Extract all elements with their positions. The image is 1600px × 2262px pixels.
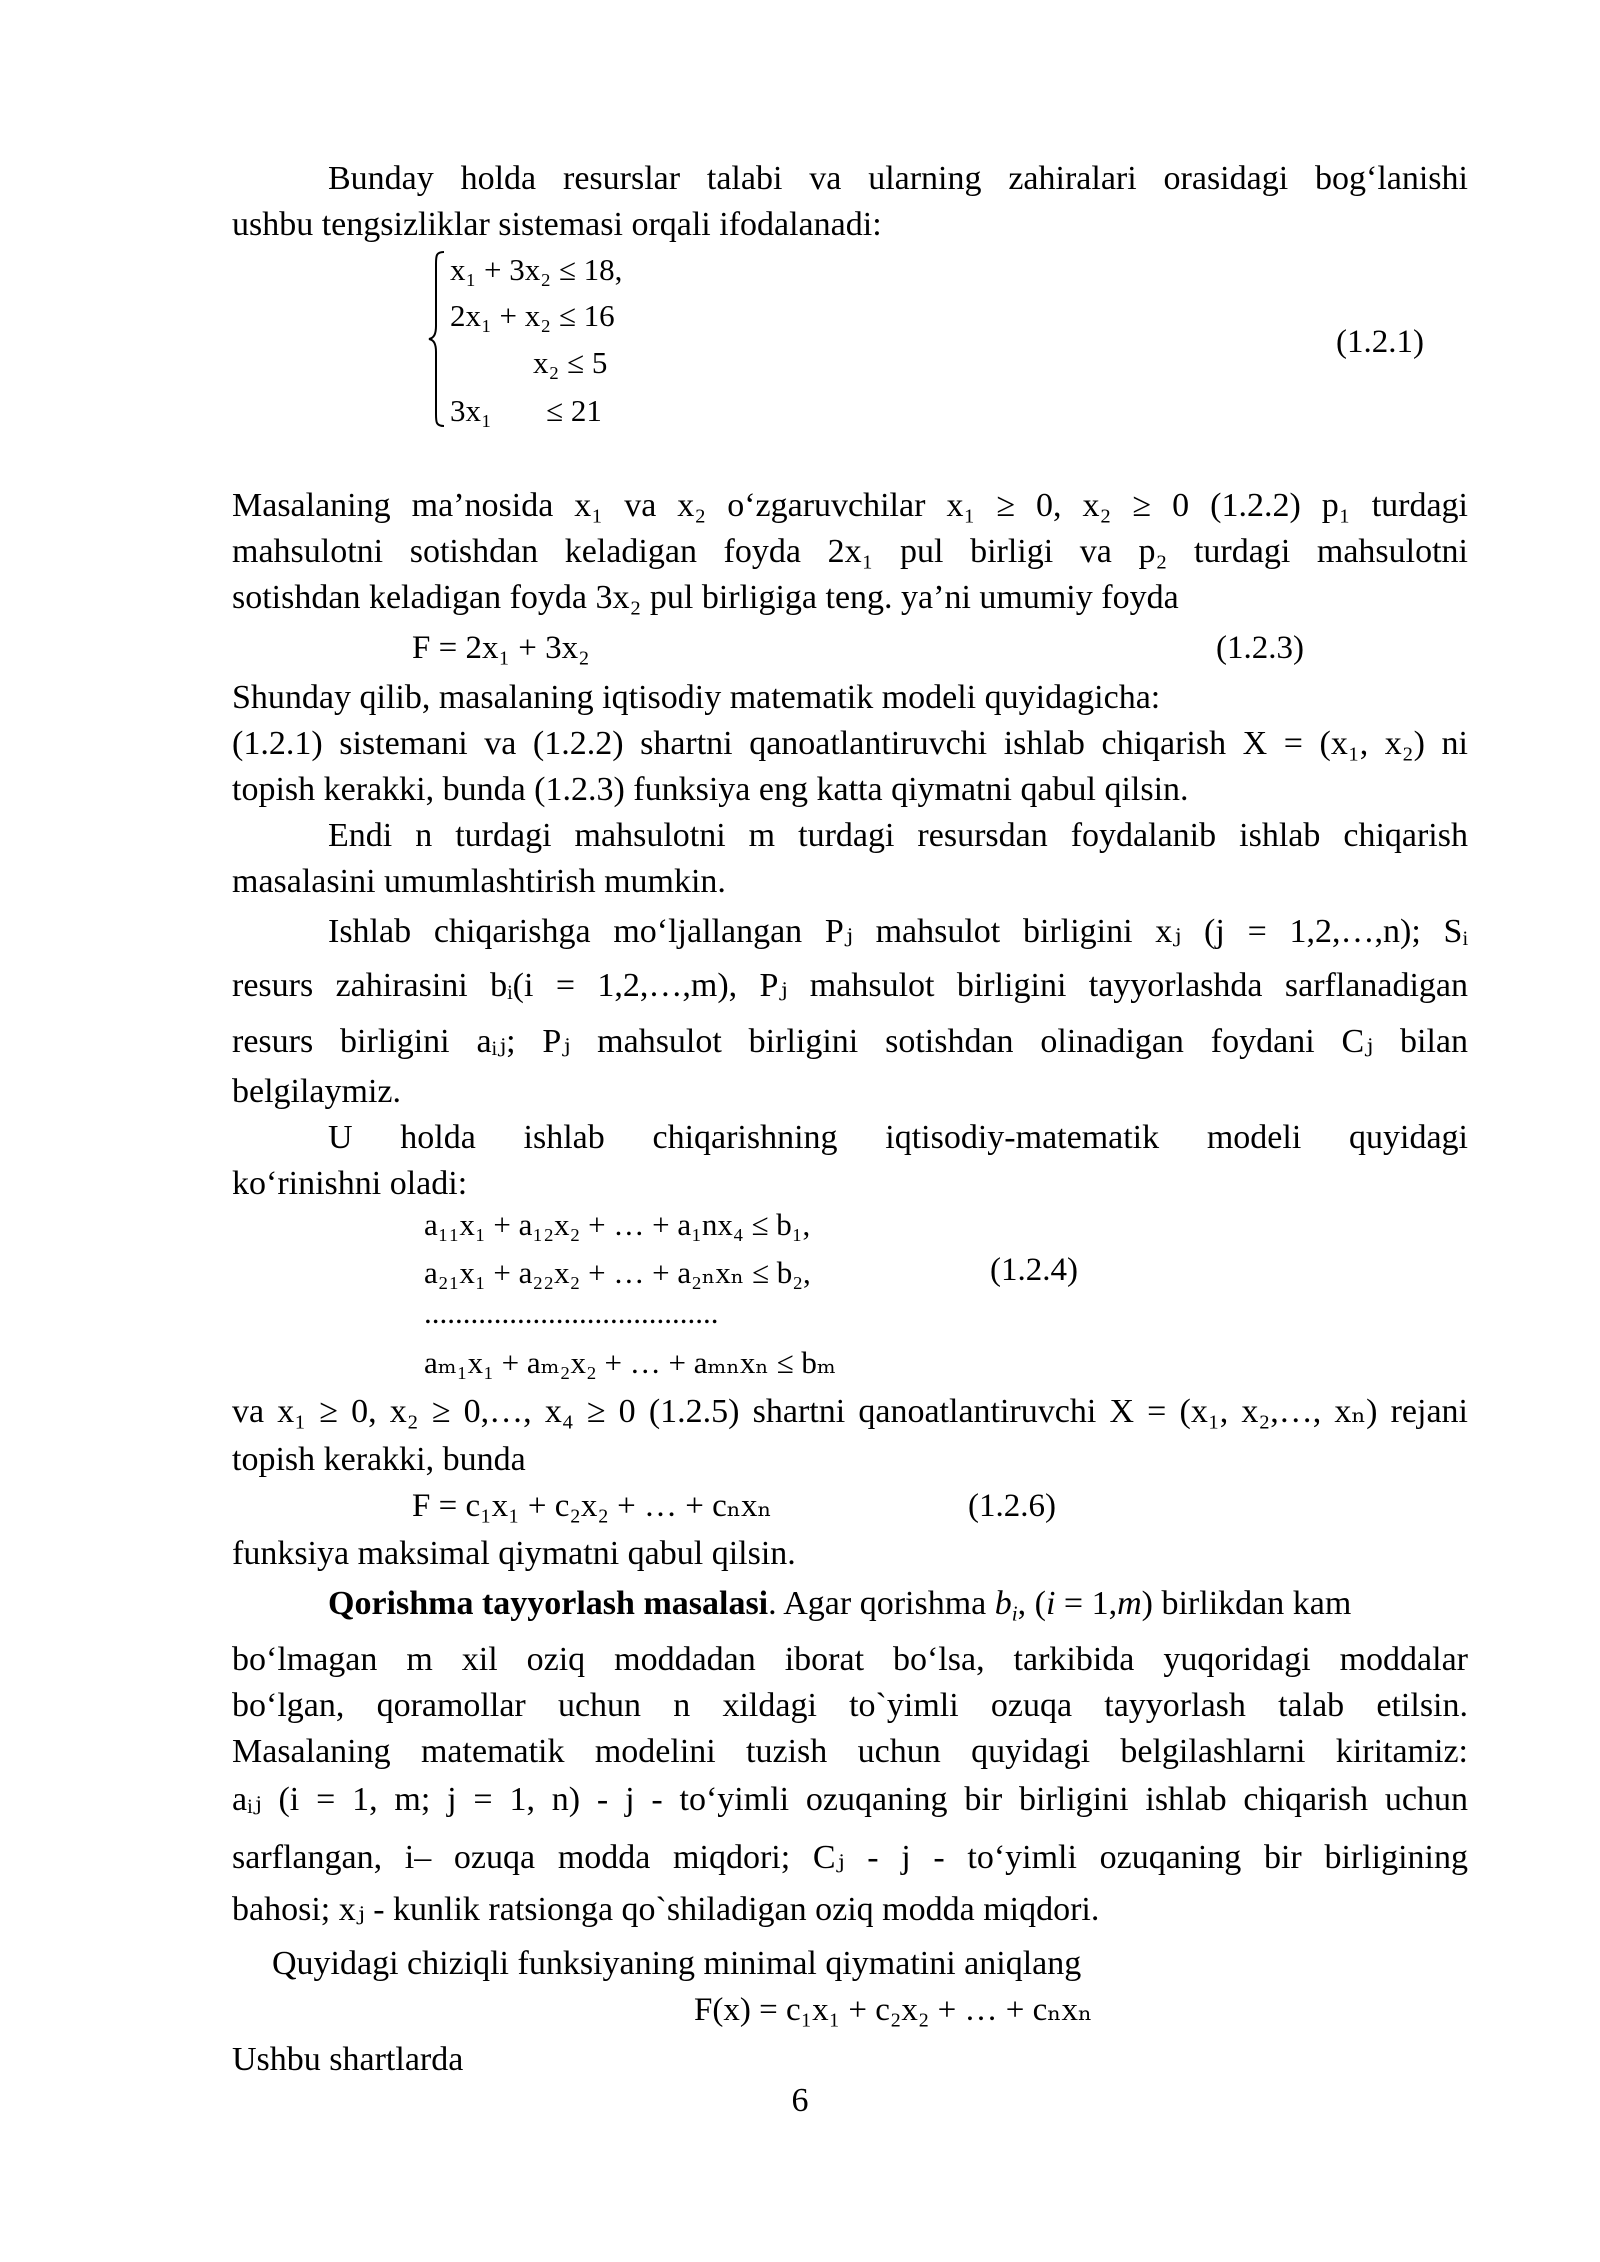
system-equation-row: x₂ ≤ 5	[533, 345, 608, 380]
paragraph-line: va x₁ ≥ 0, x₂ ≥ 0,…, x₄ ≥ 0 (1.2.5) shartni qanoatlantiruvchi X = (x₁, x₂,…, xₙ) rejani	[232, 1393, 1468, 1430]
page-number: 6	[791, 2082, 809, 2119]
paragraph-line: Ushbu shartlarda	[232, 2041, 464, 2078]
paragraph-line: resurs birligini aᵢⱼ; Pⱼ mahsulot birligini sotishdan olinadigan foydani Cⱼ bilan	[232, 1023, 1468, 1060]
equation: F = c₁x₁ + c₂x₂ + … + cₙxₙ	[412, 1488, 772, 1524]
paragraph-line: ushbu tengsizliklar sistemasi orqali ifodalanadi:	[232, 206, 882, 243]
equation: F(x) = c₁x₁ + c₂x₂ + … + cₙxₙ	[694, 1992, 1093, 2028]
equation: F = 2x₁ + 3x₂	[412, 630, 590, 666]
paragraph-line: bahosi; xⱼ - kunlik ratsionga qo`shiladigan oziq modda miqdori.	[232, 1891, 1100, 1928]
paragraph-line: aᵢⱼ (i = 1, m; j = 1, n) - j - to‘yimli ozuqaning bir birligini ishlab chiqarish uchun	[232, 1781, 1468, 1818]
system-equation-row: x₁ + 3x₂ ≤ 18,	[450, 252, 623, 287]
paragraph-line: bo‘lgan, qoramollar uchun n xildagi to`yimli ozuqa tayyorlash talab etilsin.	[232, 1687, 1468, 1724]
system-equation-row: ......................................	[424, 1295, 719, 1330]
section-heading: Qorishma tayyorlash masalasi	[328, 1585, 769, 1622]
paragraph-line: Masalaning matematik modelini tuzish uchun quyidagi belgilashlarni kiritamiz:	[232, 1733, 1468, 1770]
equation-label: (1.2.3)	[1216, 630, 1304, 666]
paragraph-line: funksiya maksimal qiymatni qabul qilsin.	[232, 1535, 796, 1572]
equation-label: (1.2.1)	[1336, 324, 1424, 360]
system-equation-row: a₁₁x₁ + a₁₂x₂ + … + a₁nx₄ ≤ b₁,	[424, 1207, 811, 1242]
system-equation-row: a₂₁x₁ + a₂₂x₂ + … + a₂ₙxₙ ≤ b₂,	[424, 1255, 811, 1290]
paragraph-line: sarflangan, i– ozuqa modda miqdori; Cⱼ - j - to‘yimli ozuqaning bir birligining	[232, 1839, 1468, 1876]
paragraph-line: resurs zahirasini bᵢ(i = 1,2,…,m), Pⱼ mahsulot birligini tayyorlashda sarflanadigan	[232, 967, 1468, 1004]
paragraph-line: bo‘lmagan m xil oziq moddadan iborat bo‘lsa, tarkibida yuqoridagi moddalar	[232, 1641, 1468, 1678]
system-equation-row: aₘ₁x₁ + aₘ₂x₂ + … + aₘₙxₙ ≤ bₘ	[424, 1345, 836, 1380]
paragraph-line: belgilaymiz.	[232, 1073, 402, 1110]
system-equation-row: 2x₁ + x₂ ≤ 16	[450, 298, 615, 333]
paragraph-line: Masalaning ma’nosida x₁ va x₂ o‘zgaruvchilar x₁ ≥ 0, x₂ ≥ 0 (1.2.2) p₁ turdagi	[232, 487, 1468, 524]
paragraph-line: ko‘rinishni oladi:	[232, 1165, 468, 1202]
left-brace	[428, 250, 446, 428]
system-equation-row: 3x₁ ≤ 21	[450, 393, 602, 428]
paragraph-line: (1.2.1) sistemani va (1.2.2) shartni qanoatlantiruvchi ishlab chiqarish X = (x₁, x₂) ni	[232, 725, 1468, 762]
paragraph-line: sotishdan keladigan foyda 3x₂ pul birligiga teng. ya’ni umumiy foyda	[232, 579, 1179, 616]
paragraph-line: Quyidagi chiziqli funksiyaning minimal qiymatini aniqlang	[272, 1945, 1082, 1982]
paragraph-line: Shunday qilib, masalaning iqtisodiy matematik modeli quyidagicha:	[232, 679, 1161, 716]
paragraph-line: U holda ishlab chiqarishning iqtisodiy-matematik modeli quyidagi	[328, 1119, 1468, 1156]
paragraph-line: masalasini umumlashtirish mumkin.	[232, 863, 726, 900]
equation-label: (1.2.6)	[968, 1488, 1056, 1524]
paragraph-line: Ishlab chiqarishga mo‘ljallangan Pⱼ mahsulot birligini xⱼ (j = 1,2,…,n); Sᵢ	[328, 913, 1468, 950]
paragraph-line: topish kerakki, bunda	[232, 1441, 526, 1478]
equation-label: (1.2.4)	[990, 1252, 1078, 1288]
paragraph-line: . Agar qorishma $b_i$, (i = 1,m) birlikdan kam	[768, 1585, 1352, 1626]
paragraph-line: topish kerakki, bunda (1.2.3) funksiya eng katta qiymatni qabul qilsin.	[232, 771, 1189, 808]
paragraph-line: mahsulotni sotishdan keladigan foyda 2x₁ pul birligi va p₂ turdagi mahsulotni	[232, 533, 1468, 570]
paragraph-line: Bunday holda resurslar talabi va ularning zahiralari orasidagi bog‘lanishi	[328, 160, 1468, 197]
paragraph-line: Endi n turdagi mahsulotni m turdagi resursdan foydalanib ishlab chiqarish	[328, 817, 1468, 854]
paragraph-line-bold-lead	[328, 1584, 1468, 1624]
